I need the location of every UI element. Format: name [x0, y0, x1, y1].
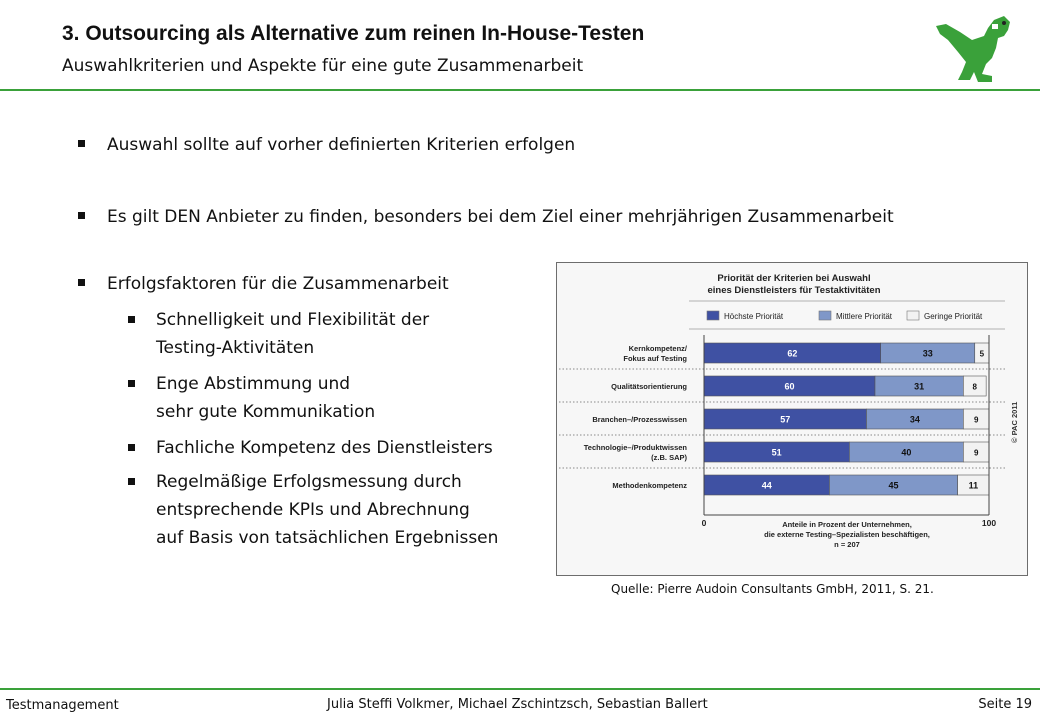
sub-bullet-item [128, 370, 375, 426]
bullet-square-icon [128, 478, 135, 485]
bullet-square-icon [128, 380, 135, 387]
sub-bullet-item [128, 468, 498, 552]
bar-value-label: 9 [973, 415, 979, 425]
bar-value-label: 40 [901, 447, 912, 458]
x-axis-label-line: die externe Testing–Spezialisten beschäftigen, [764, 530, 930, 539]
priority-chart-frame [556, 262, 1028, 576]
bar-value-label: 11 [968, 480, 979, 491]
sub-bullet-item [128, 306, 429, 362]
bar-value-label: 5 [979, 349, 985, 359]
chart-source-caption: Quelle: Pierre Audoin Consultants GmbH, 2011, S. 21. [611, 582, 934, 596]
legend-label: Höchste Priorität [724, 312, 784, 321]
sub-bullet-line: Enge Abstimmung und [156, 374, 351, 394]
bullet-item [78, 135, 575, 155]
x-axis-label-line: Anteile in Prozent der Unternehmen, [782, 520, 912, 529]
bullet-square-icon [128, 444, 135, 451]
footer-authors: Julia Steffi Volkmer, Michael Zschintzsch, Sebastian Ballert [327, 697, 708, 712]
footer-divider [0, 688, 1040, 690]
sub-bullet-item [128, 434, 493, 462]
category-label: Methodenkompetenz [612, 481, 687, 490]
priority-stacked-bar-chart [557, 263, 1027, 575]
chart-title-line: Priorität der Kriterien bei Auswahl [717, 273, 871, 284]
sub-bullet-line: sehr gute Kommunikation [156, 402, 376, 422]
bar-value-label: 45 [888, 480, 899, 491]
category-label: Fokus auf Testing [623, 354, 687, 363]
bullet-text: Es gilt DEN Anbieter zu finden, besonders bei dem Ziel einer mehrjährigen Zusammenarbeit [107, 207, 894, 227]
chart-title-line: eines Dienstleisters für Testaktivitäten [707, 285, 881, 296]
legend-label: Mittlere Priorität [836, 312, 893, 321]
category-label: Technologie–/Produktwissen [583, 443, 687, 452]
bar-value-label: 9 [973, 448, 979, 458]
bar-value-label: 62 [787, 348, 798, 359]
legend-swatch [707, 311, 719, 320]
header-divider [0, 89, 1040, 91]
bullet-square-icon [78, 212, 85, 219]
footer-course-name: Testmanagement [6, 698, 119, 713]
bullet-item [78, 207, 894, 227]
category-label: Kernkompetenz/ [628, 344, 687, 353]
chart-copyright: © PAC 2011 [1010, 401, 1019, 443]
bullet-square-icon [128, 316, 135, 323]
bar-value-label: 8 [972, 382, 977, 392]
sub-bullet-line: Testing-Aktivitäten [156, 338, 315, 358]
bullet-square-icon [78, 279, 85, 286]
category-label: (z.B. SAP) [651, 453, 687, 462]
legend-label: Geringe Priorität [924, 312, 983, 321]
bar-value-label: 51 [771, 447, 782, 458]
sub-bullet-line: Schnelligkeit und Flexibilität der [156, 310, 430, 330]
sub-bullet-line: entsprechende KPIs und Abrechnung [156, 500, 470, 520]
page-subtitle: Auswahlkriterien und Aspekte für eine gute Zusammenarbeit [62, 56, 584, 76]
legend-swatch [819, 311, 831, 320]
bullet-text: Erfolgsfaktoren für die Zusammenarbeit [107, 274, 449, 294]
page-title: 3. Outsourcing als Alternative zum reinen In-House-Testen [62, 22, 645, 45]
bullet-square-icon [78, 140, 85, 147]
bar-value-label: 60 [784, 381, 795, 392]
bar-value-label: 33 [922, 348, 933, 359]
x-tick-label: 0 [701, 518, 707, 528]
category-label: Branchen–/Prozesswissen [592, 415, 687, 424]
bar-value-label: 34 [909, 414, 920, 425]
x-tick-label: 100 [981, 518, 997, 528]
dinosaur-logo-icon [934, 14, 1016, 88]
bullet-text: Auswahl sollte auf vorher definierten Kriterien erfolgen [107, 135, 576, 155]
bar-value-label: 44 [761, 480, 772, 491]
footer-page-number: Seite 19 [978, 697, 1032, 712]
sub-bullet-line: Fachliche Kompetenz des Dienstleisters [156, 438, 493, 458]
sub-bullet-line: Regelmäßige Erfolgsmessung durch [156, 472, 462, 492]
bar-value-label: 57 [780, 414, 791, 425]
legend-swatch [907, 311, 919, 320]
x-axis-label-line: n = 207 [834, 540, 860, 549]
bullet-item [78, 274, 449, 294]
bar-value-label: 31 [914, 381, 925, 392]
category-label: Qualitätsorientierung [611, 382, 687, 391]
sub-bullet-line: auf Basis von tatsächlichen Ergebnissen [156, 528, 499, 548]
